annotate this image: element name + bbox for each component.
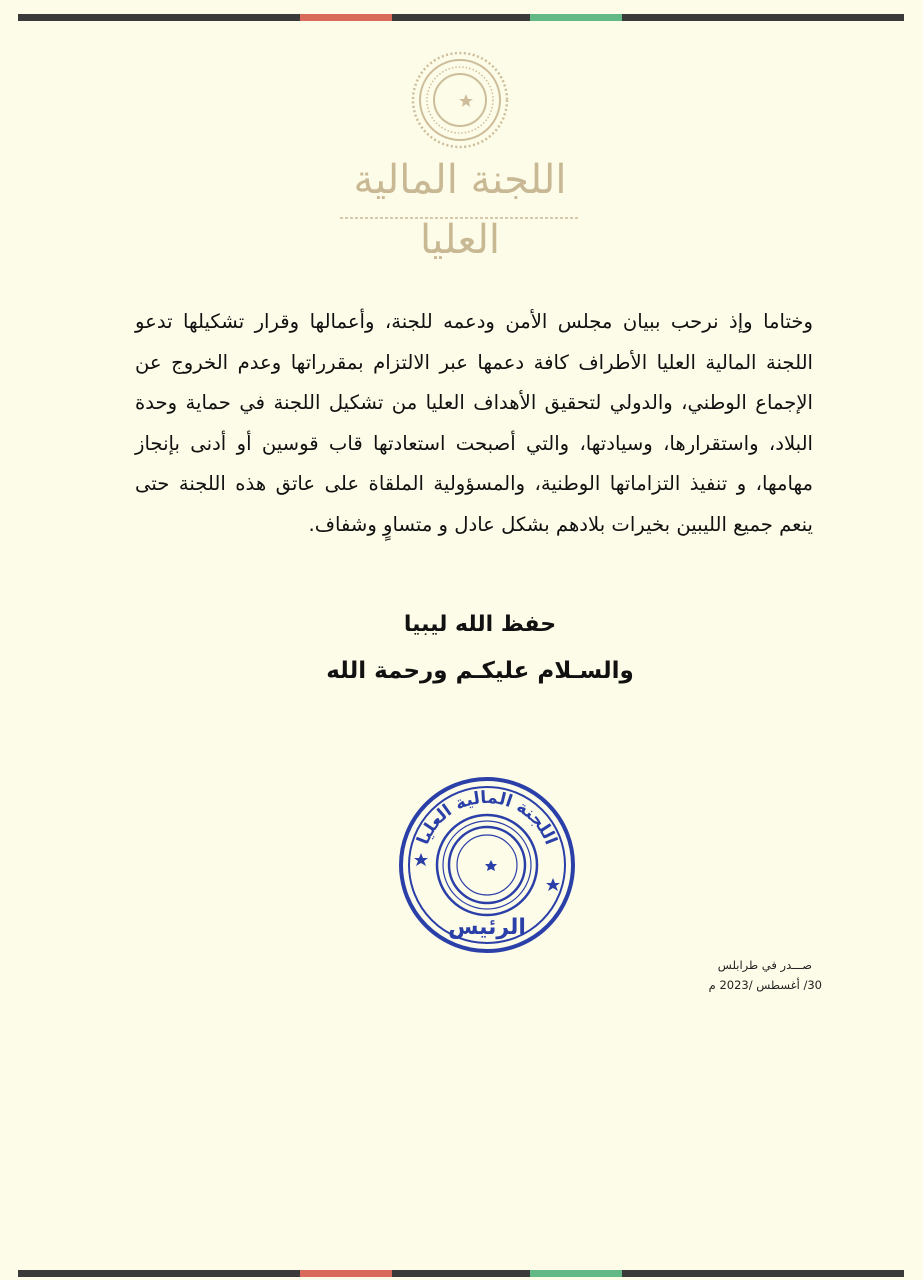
organization-logo-text: اللجنة المالية العليا [353, 157, 567, 263]
bottom-color-stripe [18, 1270, 904, 1277]
issue-date: 30/ أغسطس /2023 م [708, 978, 822, 992]
issue-place: صـــدر في طرابلس [717, 958, 812, 972]
logo-subtitle-decoration [340, 214, 580, 222]
closing-line-2: والسـلام عليكـم ورحمة الله [326, 658, 634, 684]
top-color-stripe [18, 14, 904, 21]
official-stamp [396, 774, 578, 956]
stamp-org-text: اللجنة المالية العليا [413, 787, 561, 848]
closing-line-1: حفظ الله ليبيا [403, 612, 557, 637]
letter-paragraph: وختاما وإذ نرحب ببيان مجلس الأمن ودعمه للجنة، وأعمالها وقرار تشكيلها تدعو اللجنة المالية العليا الأطراف كافة دعمها عبر الالتزام بمقرراتها وعدم الخروج عن الإجماع الوطني، والدولي لتحقيق الأهداف العليا من تشكيل اللجنة في حماية وحدة البلاد، واستقرارها، وسيادتها، والتي أصبحت استعادتها قاب قوسين أو أدنى بإنجاز مهامها، و تنفيذ التزاماتها الوطنية، والمسؤولية الملقاة على عاتق هذه اللجنة حتى ينعم جميع الليبين بخيرات بلادهم بشكل عادل و متساوٍ وشفاف. [135, 310, 813, 536]
stamp-title: الرئيس [448, 915, 526, 940]
crescent-star-emblem-icon [410, 50, 510, 150]
